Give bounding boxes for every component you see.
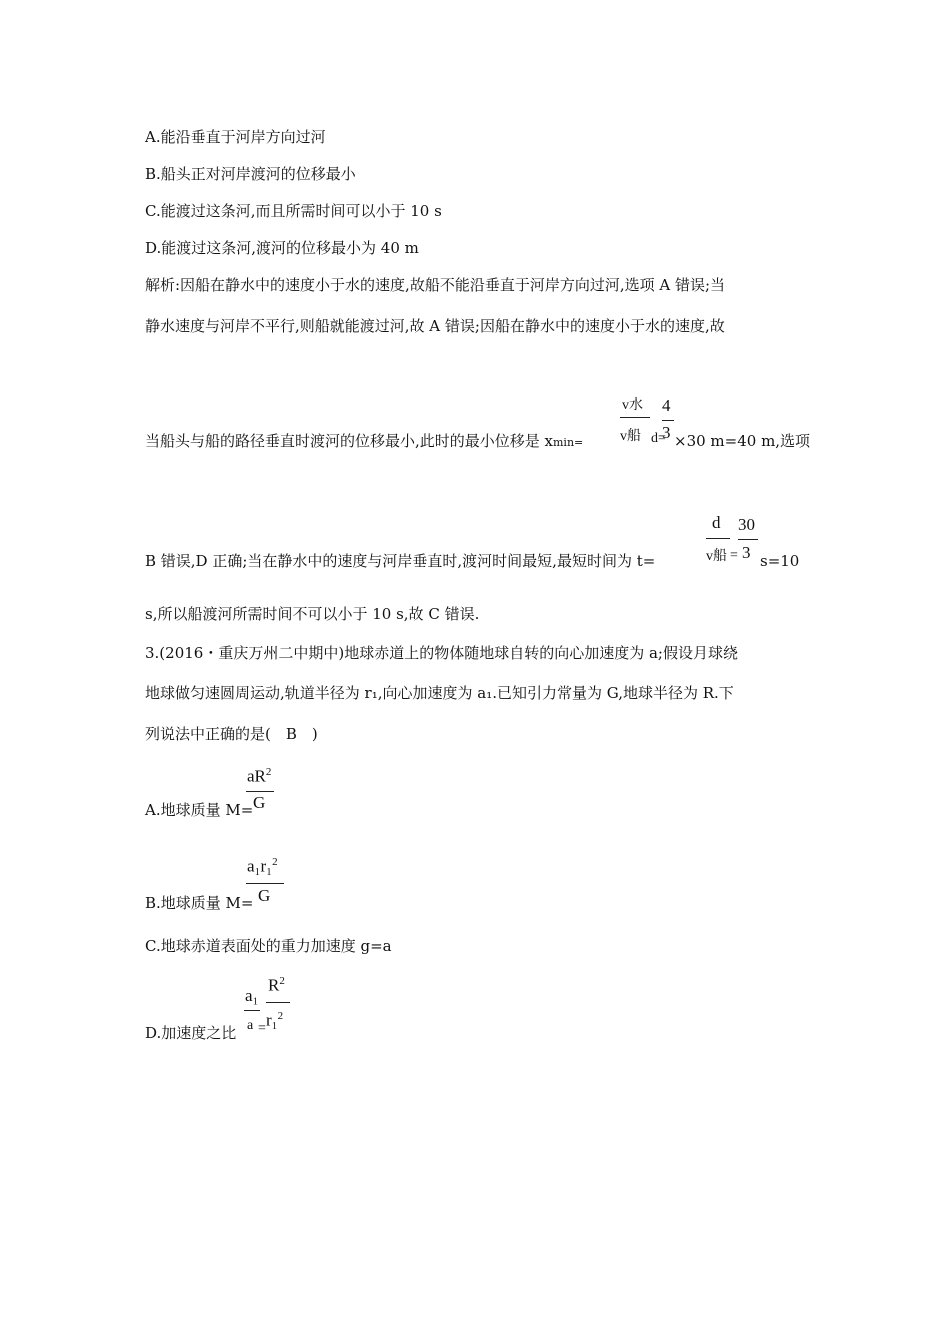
q3-option-a-denominator: G: [253, 793, 266, 812]
fraction-bar: [246, 883, 284, 884]
question-3-line-2: 地球做匀速圆周运动,轨道半径为 r₁,向心加速度为 a₁.已知引力常量为 G,地球半径为 R.下: [145, 684, 734, 702]
fraction-bar: [706, 538, 730, 539]
fraction-bar: [244, 1010, 260, 1011]
analysis-line-4-end: s=10: [760, 552, 800, 570]
option-b: B.船头正对河岸渡河的位移最小: [145, 165, 356, 183]
q3-option-d-frac1-denominator: a: [247, 1018, 254, 1033]
option-d: D.能渡过这条河,渡河的位移最小为 40 m: [145, 239, 419, 257]
fraction-v-water-numerator: v水: [622, 398, 643, 413]
q3-option-d-frac1-numerator: a₁: [245, 986, 259, 1005]
fraction-bar: [266, 1002, 290, 1003]
analysis-line-5: s,所以船渡河所需时间不可以小于 10 s,故 C 错误.: [145, 605, 480, 623]
fraction-d-numerator: d: [712, 513, 721, 532]
fraction-bar: [620, 417, 650, 418]
question-3-line-3: 列说法中正确的是( B ): [145, 725, 318, 743]
option-a: A.能沿垂直于河岸方向过河: [145, 128, 326, 146]
analysis-line-3-end: ×30 m=40 m,选项: [674, 432, 811, 450]
fraction-bar: [738, 539, 758, 540]
analysis-line-4-text: B 错误,D 正确;当在静水中的速度与河岸垂直时,渡河时间最短,最短时间为 t=: [145, 552, 656, 570]
q3-option-b-numerator: a₁r₁$^2$: [247, 856, 278, 876]
q3-option-c: C.地球赤道表面处的重力加速度 g=a: [145, 937, 392, 955]
fraction-bar: [662, 420, 674, 421]
q3-option-a-numerator: $aR^2$: [247, 766, 272, 786]
analysis-line-2: 静水速度与河岸不平行,则船就能渡过河,故 A 错误;因船在静水中的速度小于水的速度,故: [145, 317, 725, 335]
equals-sign: =: [730, 548, 738, 563]
q3-option-b: B.地球质量 M=: [145, 894, 254, 912]
equals-sign: =: [258, 1021, 266, 1036]
fraction-30-numerator: 30: [738, 515, 755, 534]
option-c: C.能渡过这条河,而且所需时间可以小于 10 s: [145, 202, 442, 220]
fraction-3-denominator: 3: [742, 543, 751, 562]
analysis-line-1: 解析:因船在静水中的速度小于水的速度,故船不能沿垂直于河岸方向过河,选项 A 错误;当: [145, 276, 726, 294]
fraction-bar: [246, 791, 274, 792]
fraction-3-denominator: 3: [662, 423, 671, 442]
fraction-v-boat-denominator: v船: [706, 549, 727, 564]
fraction-v-boat-denominator: v船: [620, 429, 641, 444]
q3-option-a: A.地球质量 M=: [145, 801, 254, 819]
analysis-line-3-text: 当船头与船的路径垂直时渡河的位移最小,此时的最小位移是 xmin=: [145, 432, 584, 450]
q3-option-d-frac2-denominator: r₁$^2$: [266, 1010, 284, 1030]
q3-option-d-frac2-numerator: $R^2$: [268, 975, 285, 995]
q3-option-b-denominator: G: [258, 886, 271, 905]
question-3-line-1: 3.(2016・重庆万州二中期中)地球赤道上的物体随地球自转的向心加速度为 a;假设月球绕: [145, 644, 738, 662]
distance-d: d=: [651, 431, 666, 446]
fraction-4-numerator: 4: [662, 396, 671, 415]
q3-option-d: D.加速度之比: [145, 1024, 237, 1042]
